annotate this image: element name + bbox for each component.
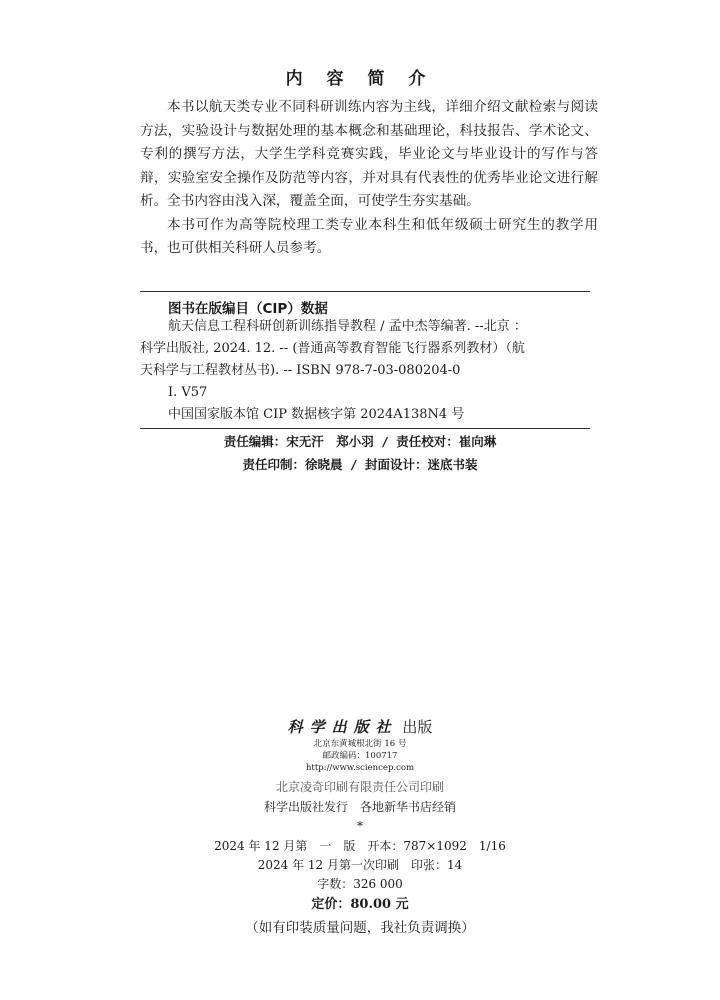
price: 定价：80.00 元 <box>311 897 409 912</box>
printer-info: 北京凌奇印刷有限责任公司印刷 <box>275 780 444 794</box>
publisher-logo-text: 科学出版社 <box>287 718 398 736</box>
word-count: 字数：326 000 <box>317 877 403 891</box>
printing-info: 2024 年 12 月第一次印刷 印张：14 <box>257 858 463 872</box>
cip-line-2: 科学出版社, 2024. 12. -- (普通高等教育智能飞行器系列教材）（航 <box>140 341 525 356</box>
cip-line-4: Ⅰ. V57 <box>168 385 208 400</box>
edition-info: 2024 年 12 月第 一 版 开本：787×1092 1/16 <box>214 839 506 853</box>
production-credits: 责任印制：徐晓晨 / 封面设计：迷底书装 <box>242 457 478 472</box>
cip-block <box>140 316 598 426</box>
cip-top-rule <box>140 291 590 292</box>
cip-line-3: 天科学与工程教材丛书). -- ISBN 978-7-03-080204-0 <box>140 363 461 378</box>
distribution-info: 科学出版社发行 各地新华书店经销 <box>263 800 456 814</box>
intro-paragraph-1: 本书以航天类专业不同科研训练内容为主线，详细介绍文献检索与阅读方法，实验设计与数据处理的基本概念和基础理论，科技报告、学术论文、专利的撰写方法，大学生学科竞赛实践，毕业论文与毕业设计的写作与答辩，实验室安全操作及防范等内容，并对具有代表性的优秀毕业论文进行解析。全书内容由浅入深，覆盖全面，可使学生夯实基础。 <box>140 99 598 209</box>
publisher-address: 北京东黄城根北街 16 号 <box>313 739 407 749</box>
cip-line-1: 航天信息工程科研创新训练指导教程 / 孟中杰等编著. --北京 ： <box>168 319 527 334</box>
intro-title: 内 容 简 介 <box>285 69 435 89</box>
publisher-suffix: 出版 <box>402 718 433 736</box>
separator-star: * <box>357 819 363 833</box>
cip-heading: 图书在版编目（CIP）数据 <box>168 301 328 317</box>
publisher-name <box>0 716 720 737</box>
quality-notice: （如有印装质量问题，我社负责调换） <box>245 920 475 936</box>
intro-text <box>140 96 598 261</box>
cip-line-5: 中国国家版本馆 CIP 数据核字第 2024A138N4 号 <box>168 407 465 422</box>
publisher-postcode: 邮政编码：100717 <box>322 751 398 761</box>
publisher-website: http://www.sciencep.com <box>305 763 415 773</box>
editor-credits: 责任编辑：宋无汗 郑小羽 / 责任校对：崔向琳 <box>223 434 497 449</box>
intro-paragraph-2: 本书可作为高等院校理工类专业本科生和低年级硕士研究生的教学用书，也可供相关科研人员参考。 <box>140 216 598 256</box>
cip-bottom-rule <box>140 428 590 429</box>
